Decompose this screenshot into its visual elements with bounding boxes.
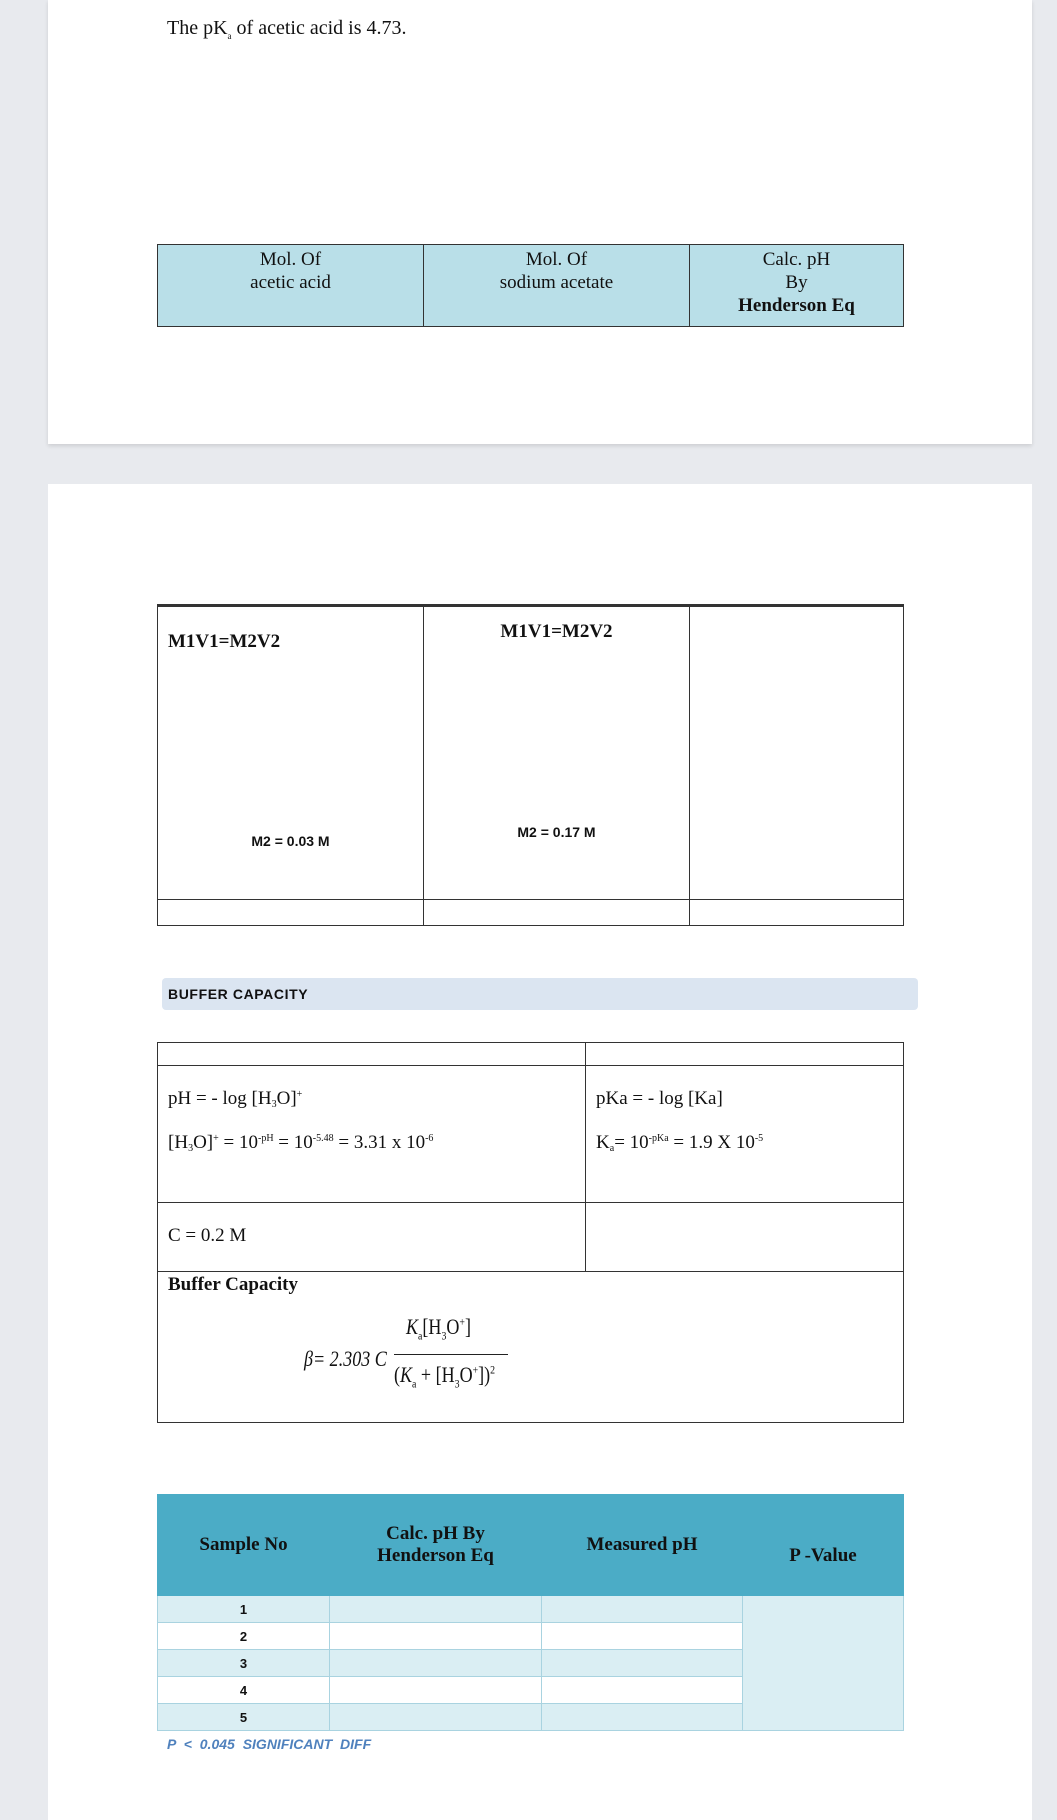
empty-cell xyxy=(542,1596,743,1623)
dilution-acetic-cell xyxy=(158,606,424,900)
pka-equation: pKa = - log [Ka] xyxy=(596,1088,723,1109)
text: = 10 xyxy=(218,1132,258,1153)
text: O] xyxy=(193,1132,214,1153)
empty-cell xyxy=(424,900,690,926)
empty-cell xyxy=(330,1596,542,1623)
buffer-capacity-formula xyxy=(168,1296,903,1406)
sample-number: 4 xyxy=(158,1677,330,1704)
significance-note: P < 0.045 SIGNIFICANT DIFF xyxy=(167,1736,372,1752)
cell-line: Mol. Of xyxy=(259,249,322,270)
intro-suffix: of acetic acid is 4.73. xyxy=(231,17,407,39)
intro-sub: a xyxy=(227,31,232,41)
empty-cell xyxy=(586,1203,904,1272)
empty-cell xyxy=(330,1677,542,1704)
text: 3 xyxy=(188,1143,194,1154)
page-1 xyxy=(48,0,1032,444)
page-2 xyxy=(48,484,1032,1820)
text: a xyxy=(609,1143,615,1154)
buffer-table xyxy=(157,1042,904,1423)
empty-cell xyxy=(330,1704,542,1731)
results-table xyxy=(157,1494,904,1731)
header-p-value: P -Value xyxy=(743,1495,904,1596)
empty-cell xyxy=(158,900,424,926)
text: a xyxy=(412,1376,417,1391)
buffer-capacity-formula-cell xyxy=(158,1272,904,1423)
formula-lhs: β= 2.303 C xyxy=(304,1346,387,1371)
dilution-empty-cell xyxy=(690,606,904,900)
pka-statement xyxy=(167,17,406,41)
cell-line: Henderson Eq xyxy=(738,295,855,316)
text: = 3.31 x 10 xyxy=(333,1132,426,1153)
text: -5 xyxy=(754,1133,764,1144)
dilution-acetate-cell xyxy=(424,606,690,900)
text: + xyxy=(296,1089,303,1100)
moles-table xyxy=(157,244,904,327)
empty-cell xyxy=(542,1677,743,1704)
mol-sodium-acetate-header xyxy=(424,245,690,327)
text: -6 xyxy=(425,1133,434,1144)
h3o-equation xyxy=(168,1132,585,1154)
fraction-bar xyxy=(394,1354,508,1355)
concentration-value: C = 0.2 M xyxy=(168,1225,247,1246)
empty-cell xyxy=(690,900,904,926)
text: = 1.9 X 10 xyxy=(668,1132,755,1153)
p-value-cell xyxy=(743,1596,904,1731)
empty-cell xyxy=(542,1650,743,1677)
cell-line: By xyxy=(785,272,808,293)
dilution-equation: M1V1=M2V2 xyxy=(500,621,613,642)
empty-cell xyxy=(542,1623,743,1650)
empty-cell xyxy=(586,1043,904,1066)
empty-cell xyxy=(330,1623,542,1650)
text: 3 xyxy=(441,1328,447,1343)
formula-denominator: $(K_a + [H_3O^+])^2$ xyxy=(394,1362,496,1391)
text: + xyxy=(472,1362,479,1377)
calc-ph-header xyxy=(690,245,904,327)
formula-numerator: $K_a[H_3O^+]$ xyxy=(406,1314,471,1343)
text: -pH xyxy=(257,1133,274,1144)
text: K xyxy=(400,1362,413,1387)
header-calc-ph: Calc. pH By Henderson Eq xyxy=(330,1495,542,1596)
cell-line: sodium acetate xyxy=(499,272,614,293)
sample-number: 2 xyxy=(158,1623,330,1650)
empty-cell xyxy=(330,1650,542,1677)
ph-calculation-cell xyxy=(158,1066,586,1203)
sample-number: 5 xyxy=(158,1704,330,1731)
buffer-capacity-heading: BUFFER CAPACITY xyxy=(162,978,918,1010)
text: O] xyxy=(276,1088,297,1109)
empty-cell xyxy=(158,1043,586,1066)
cell-line: acetic acid xyxy=(250,272,331,293)
text: = 10 xyxy=(273,1132,313,1153)
dilution-table xyxy=(157,604,904,926)
sample-number: 3 xyxy=(158,1650,330,1677)
text: + xyxy=(459,1314,465,1329)
ka-equation xyxy=(596,1132,903,1154)
concentration-cell xyxy=(158,1203,586,1272)
text: -pKa xyxy=(648,1133,669,1144)
cell-line: Calc. pH xyxy=(762,249,831,270)
text: K xyxy=(406,1314,419,1339)
text: [H xyxy=(168,1132,189,1153)
text: -5.48 xyxy=(312,1133,334,1144)
text: 2 xyxy=(490,1362,496,1377)
empty-cell xyxy=(542,1704,743,1731)
sample-number: 1 xyxy=(158,1596,330,1623)
text: K xyxy=(596,1132,610,1153)
m2-acetic-value: M2 = 0.03 M xyxy=(251,833,330,849)
text: 3 xyxy=(271,1099,277,1110)
pka-calculation-cell xyxy=(586,1066,904,1203)
cell-line: Mol. Of xyxy=(525,249,588,270)
ph-equation xyxy=(168,1088,585,1110)
intro-prefix: The pK xyxy=(167,17,228,39)
dilution-equation: M1V1=M2V2 xyxy=(168,631,281,652)
text: 3 xyxy=(454,1376,460,1391)
text: = 10 xyxy=(614,1132,649,1153)
text: pH = - log [H xyxy=(168,1088,272,1109)
text: a xyxy=(418,1328,423,1343)
header-measured-ph: Measured pH xyxy=(542,1495,743,1596)
mol-acetic-acid-header xyxy=(158,245,424,327)
m2-acetate-value: M2 = 0.17 M xyxy=(517,824,596,840)
buffer-capacity-label: Buffer Capacity xyxy=(168,1274,298,1295)
text: + xyxy=(213,1133,219,1144)
header-sample-no: Sample No xyxy=(158,1495,330,1596)
